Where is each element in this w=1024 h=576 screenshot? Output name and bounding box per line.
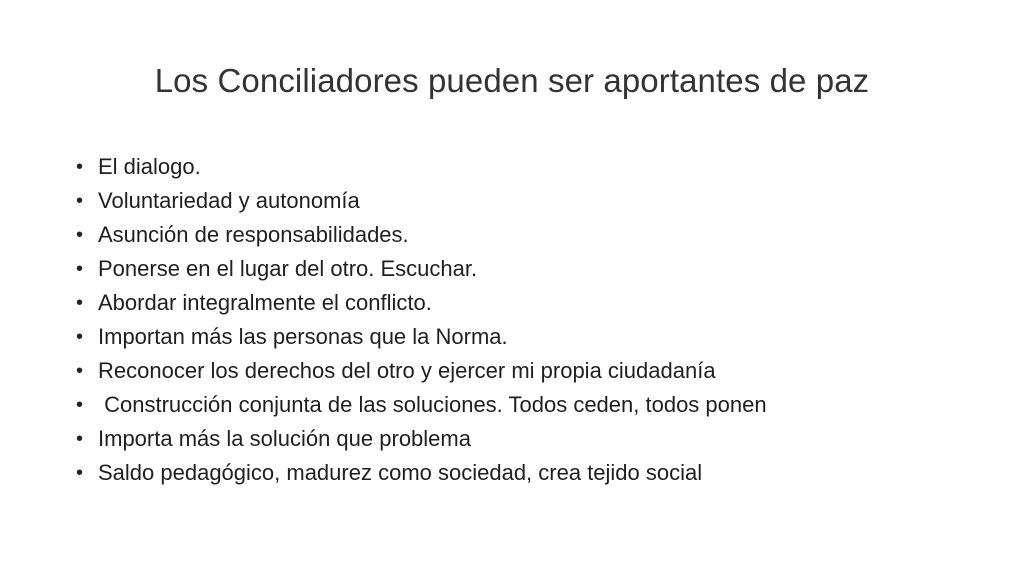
bullet-text: Asunción de responsabilidades. <box>98 222 409 247</box>
slide-title: Los Conciliadores pueden ser aportantes de paz <box>154 62 870 99</box>
bullet-icon: • <box>76 462 84 484</box>
bullet-icon: • <box>76 360 84 382</box>
bullet-icon: • <box>76 326 84 348</box>
bullet-text: Voluntariedad y autonomía <box>98 188 360 213</box>
bullet-icon: • <box>76 156 84 178</box>
bullet-item <box>76 388 976 422</box>
bullet-list <box>76 150 976 490</box>
bullet-item <box>76 252 976 286</box>
bullet-icon: • <box>76 258 84 280</box>
bullet-text: El dialogo. <box>98 154 201 179</box>
bullet-item <box>76 456 976 490</box>
bullet-text: Importan más las personas que la Norma. <box>98 324 508 349</box>
bullet-icon: • <box>76 428 84 450</box>
bullet-text: Reconocer los derechos del otro y ejercer mi propia ciudadanía <box>98 358 716 383</box>
bullet-item <box>76 286 976 320</box>
bullet-text: Saldo pedagógico, madurez como sociedad, crea tejido social <box>98 460 703 485</box>
bullet-item <box>76 320 976 354</box>
bullet-icon: • <box>76 190 84 212</box>
bullet-item <box>76 150 976 184</box>
bullet-text: Construcción conjunta de las soluciones. Todos ceden, todos ponen <box>98 392 767 417</box>
bullet-item <box>76 354 976 388</box>
bullet-text: Ponerse en el lugar del otro. Escuchar. <box>98 256 478 281</box>
bullet-item <box>76 184 976 218</box>
bullet-text: Importa más la solución que problema <box>98 426 471 451</box>
bullet-icon: • <box>76 224 84 246</box>
bullet-item <box>76 422 976 456</box>
bullet-text: Abordar integralmente el conflicto. <box>98 290 432 315</box>
bullet-icon: • <box>76 292 84 314</box>
bullet-icon: • <box>76 394 84 416</box>
bullet-item <box>76 218 976 252</box>
